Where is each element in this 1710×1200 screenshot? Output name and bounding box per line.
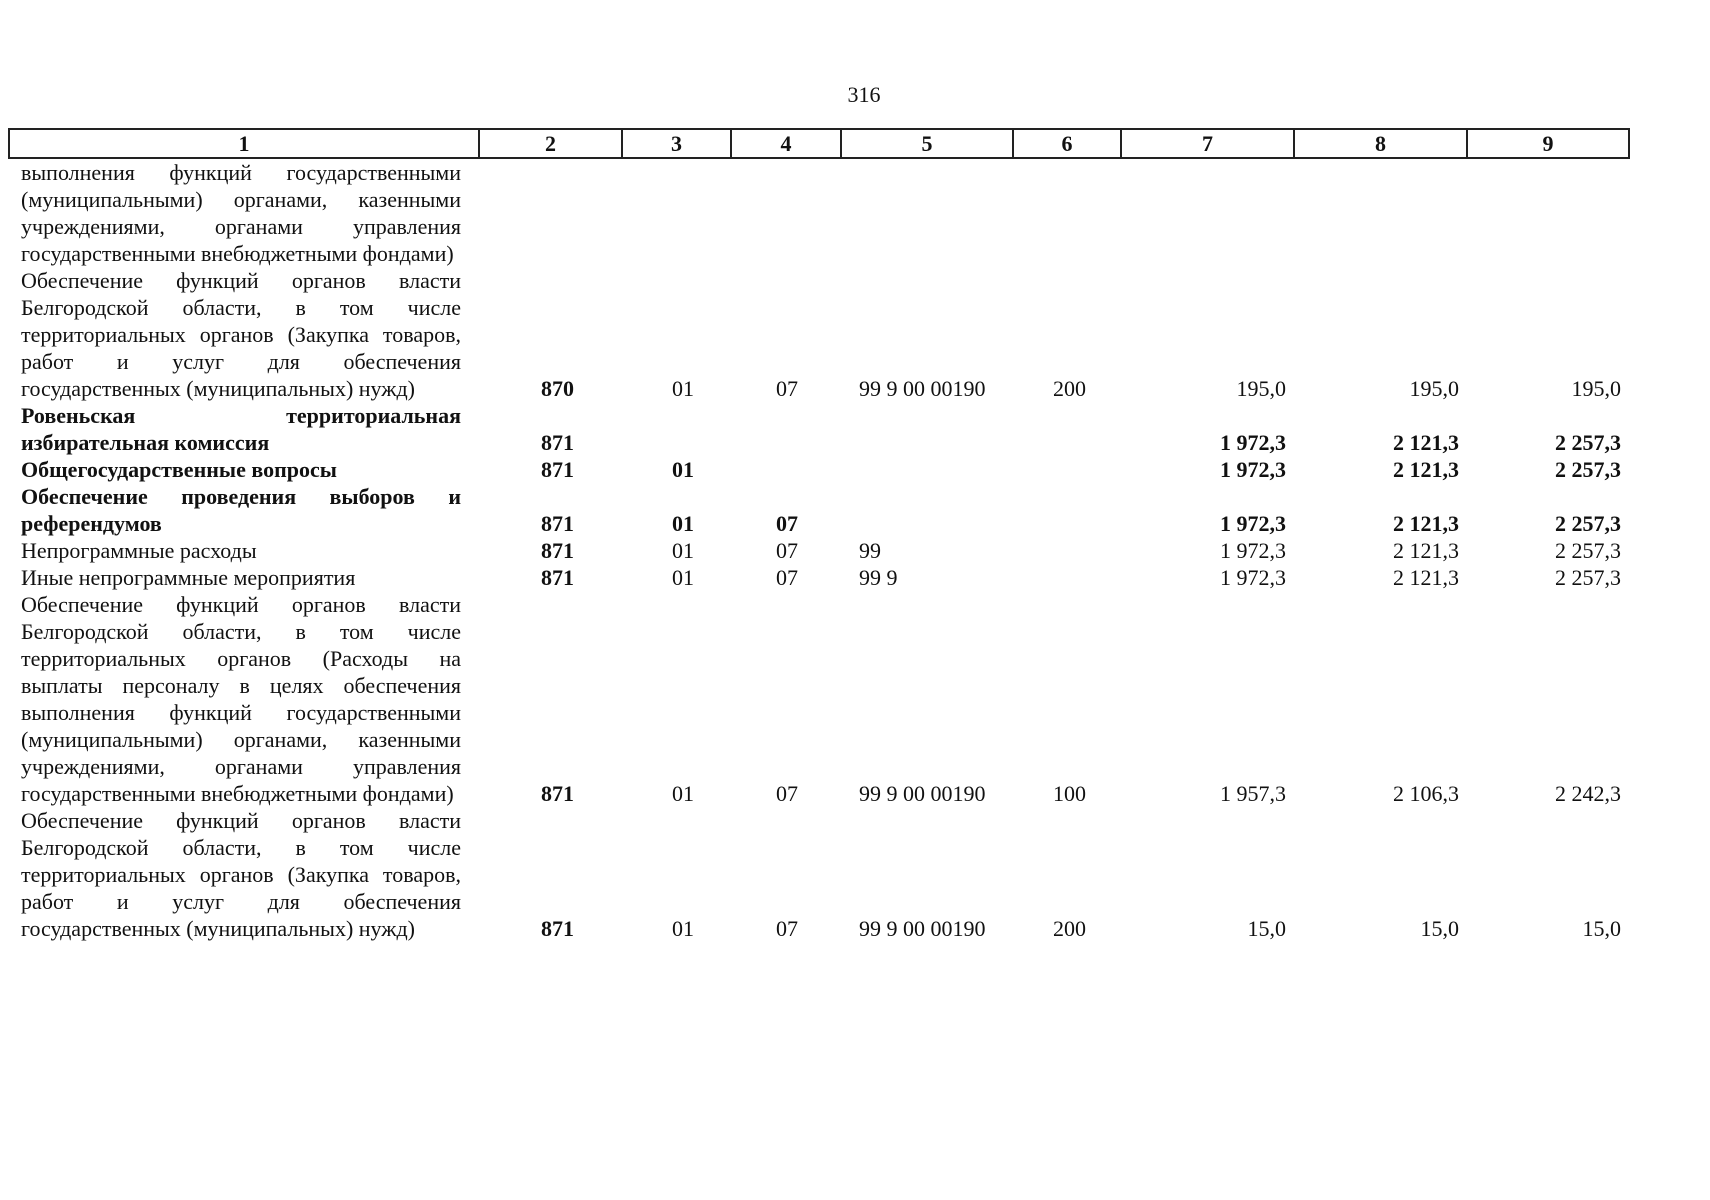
row-section: 01 — [672, 376, 694, 401]
row-target-code — [841, 483, 1013, 537]
row-admin-code: 871 — [541, 457, 574, 482]
row-subsection: 07 — [776, 781, 798, 806]
column-header: 1 — [9, 129, 479, 158]
row-target-code: 99 — [859, 538, 881, 563]
row-target-code: 99 9 00 00190 — [859, 916, 986, 941]
row-description: Обеспечение проведения выборов и референдумов — [21, 484, 461, 536]
row-subsection — [731, 402, 841, 456]
row-amount-year2: 195,0 — [1409, 376, 1459, 401]
row-section: 01 — [672, 565, 694, 590]
row-expense-type — [1013, 402, 1121, 456]
row-amount-year2 — [1294, 158, 1467, 267]
column-header: 6 — [1013, 129, 1121, 158]
row-section: 01 — [672, 781, 694, 806]
table-row — [9, 483, 1629, 537]
row-amount-year2: 2 121,3 — [1393, 565, 1459, 590]
row-expense-type: 200 — [1053, 916, 1086, 941]
row-amount-year3: 2 257,3 — [1555, 565, 1621, 590]
table-row — [9, 537, 1629, 564]
row-target-code: 99 9 — [859, 565, 898, 590]
row-expense-type — [1013, 564, 1121, 591]
row-subsection: 07 — [776, 916, 798, 941]
row-amount-year3: 2 242,3 — [1555, 781, 1621, 806]
table-row — [9, 158, 1629, 267]
row-amount-year1: 15,0 — [1247, 916, 1286, 941]
row-target-code: 99 9 00 00190 — [859, 376, 986, 401]
row-description: Иные непрограммные мероприятия — [21, 565, 356, 590]
row-amount-year1: 1 972,3 — [1220, 430, 1286, 455]
row-amount-year3: 2 257,3 — [1555, 511, 1621, 536]
column-header: 4 — [731, 129, 841, 158]
row-target-code — [841, 402, 1013, 456]
table-row — [9, 807, 1629, 942]
row-amount-year3: 2 257,3 — [1555, 538, 1621, 563]
row-description: выполнения функций государственными (муниципальными) органами, казенными учреждениями, органами управления государственными внебюджетными фондами) — [21, 160, 461, 266]
row-description: Непрограммные расходы — [21, 538, 257, 563]
row-amount-year2: 2 121,3 — [1393, 430, 1459, 455]
row-description: Обеспечение функций органов власти Белгородской области, в том числе территориальных органов (Расходы на выплаты персоналу в целях обеспечения выполнения функций государственными (муниципальными) органами, казенными учреждениями, органами управления государственными внебюджетными фондами) — [21, 592, 461, 806]
column-header: 7 — [1121, 129, 1294, 158]
row-amount-year1: 1 972,3 — [1220, 511, 1286, 536]
row-section: 01 — [672, 916, 694, 941]
row-expense-type — [1013, 158, 1121, 267]
table-row — [9, 564, 1629, 591]
row-admin-code: 871 — [541, 565, 574, 590]
row-expense-type — [1013, 537, 1121, 564]
row-section: 01 — [672, 511, 694, 536]
row-amount-year2: 2 106,3 — [1393, 781, 1459, 806]
row-amount-year1 — [1121, 158, 1294, 267]
row-target-code: 99 9 00 00190 — [859, 781, 986, 806]
row-amount-year3 — [1467, 158, 1629, 267]
row-admin-code — [479, 158, 622, 267]
row-amount-year1: 1 972,3 — [1220, 565, 1286, 590]
row-amount-year3: 2 257,3 — [1555, 430, 1621, 455]
row-section — [622, 158, 731, 267]
row-description: Обеспечение функций органов власти Белгородской области, в том числе территориальных органов (Закупка товаров, работ и услуг для обеспечения государственных (муниципальных) нужд) — [21, 268, 461, 401]
row-amount-year2: 2 121,3 — [1393, 457, 1459, 482]
row-admin-code: 870 — [541, 376, 574, 401]
row-amount-year2: 2 121,3 — [1393, 511, 1459, 536]
page-number: 316 — [847, 82, 881, 107]
table-row — [9, 456, 1629, 483]
column-header: 5 — [841, 129, 1013, 158]
row-subsection: 07 — [776, 376, 798, 401]
row-subsection — [731, 158, 841, 267]
row-amount-year3: 195,0 — [1571, 376, 1621, 401]
column-header: 3 — [622, 129, 731, 158]
row-expense-type: 100 — [1053, 781, 1086, 806]
row-subsection — [731, 456, 841, 483]
row-expense-type: 200 — [1053, 376, 1086, 401]
row-amount-year2: 15,0 — [1420, 916, 1459, 941]
column-number-header-row — [9, 129, 1629, 158]
row-admin-code: 871 — [541, 781, 574, 806]
row-target-code — [841, 158, 1013, 267]
row-target-code — [841, 456, 1013, 483]
row-subsection: 07 — [776, 511, 798, 536]
row-section — [622, 402, 731, 456]
row-description: Общегосударственные вопросы — [21, 457, 337, 482]
row-amount-year1: 1 972,3 — [1220, 457, 1286, 482]
row-amount-year3: 2 257,3 — [1555, 457, 1621, 482]
budget-table — [8, 128, 1630, 942]
row-subsection: 07 — [776, 565, 798, 590]
row-section: 01 — [672, 457, 694, 482]
row-admin-code: 871 — [541, 538, 574, 563]
column-header: 8 — [1294, 129, 1467, 158]
table-row — [9, 591, 1629, 807]
table-row — [9, 402, 1629, 456]
row-section: 01 — [672, 538, 694, 563]
row-admin-code: 871 — [541, 430, 574, 455]
row-admin-code: 871 — [541, 511, 574, 536]
row-admin-code: 871 — [541, 916, 574, 941]
row-subsection: 07 — [776, 538, 798, 563]
column-header: 2 — [479, 129, 622, 158]
row-amount-year1: 1 957,3 — [1220, 781, 1286, 806]
row-expense-type — [1013, 456, 1121, 483]
column-header: 9 — [1467, 129, 1629, 158]
row-amount-year3: 15,0 — [1582, 916, 1621, 941]
row-amount-year1: 195,0 — [1236, 376, 1286, 401]
row-amount-year1: 1 972,3 — [1220, 538, 1286, 563]
row-description: Ровеньская территориальная избирательная комиссия — [21, 403, 461, 455]
table-row — [9, 267, 1629, 402]
row-amount-year2: 2 121,3 — [1393, 538, 1459, 563]
row-description: Обеспечение функций органов власти Белгородской области, в том числе территориальных органов (Закупка товаров, работ и услуг для обеспечения государственных (муниципальных) нужд) — [21, 808, 461, 941]
row-expense-type — [1013, 483, 1121, 537]
